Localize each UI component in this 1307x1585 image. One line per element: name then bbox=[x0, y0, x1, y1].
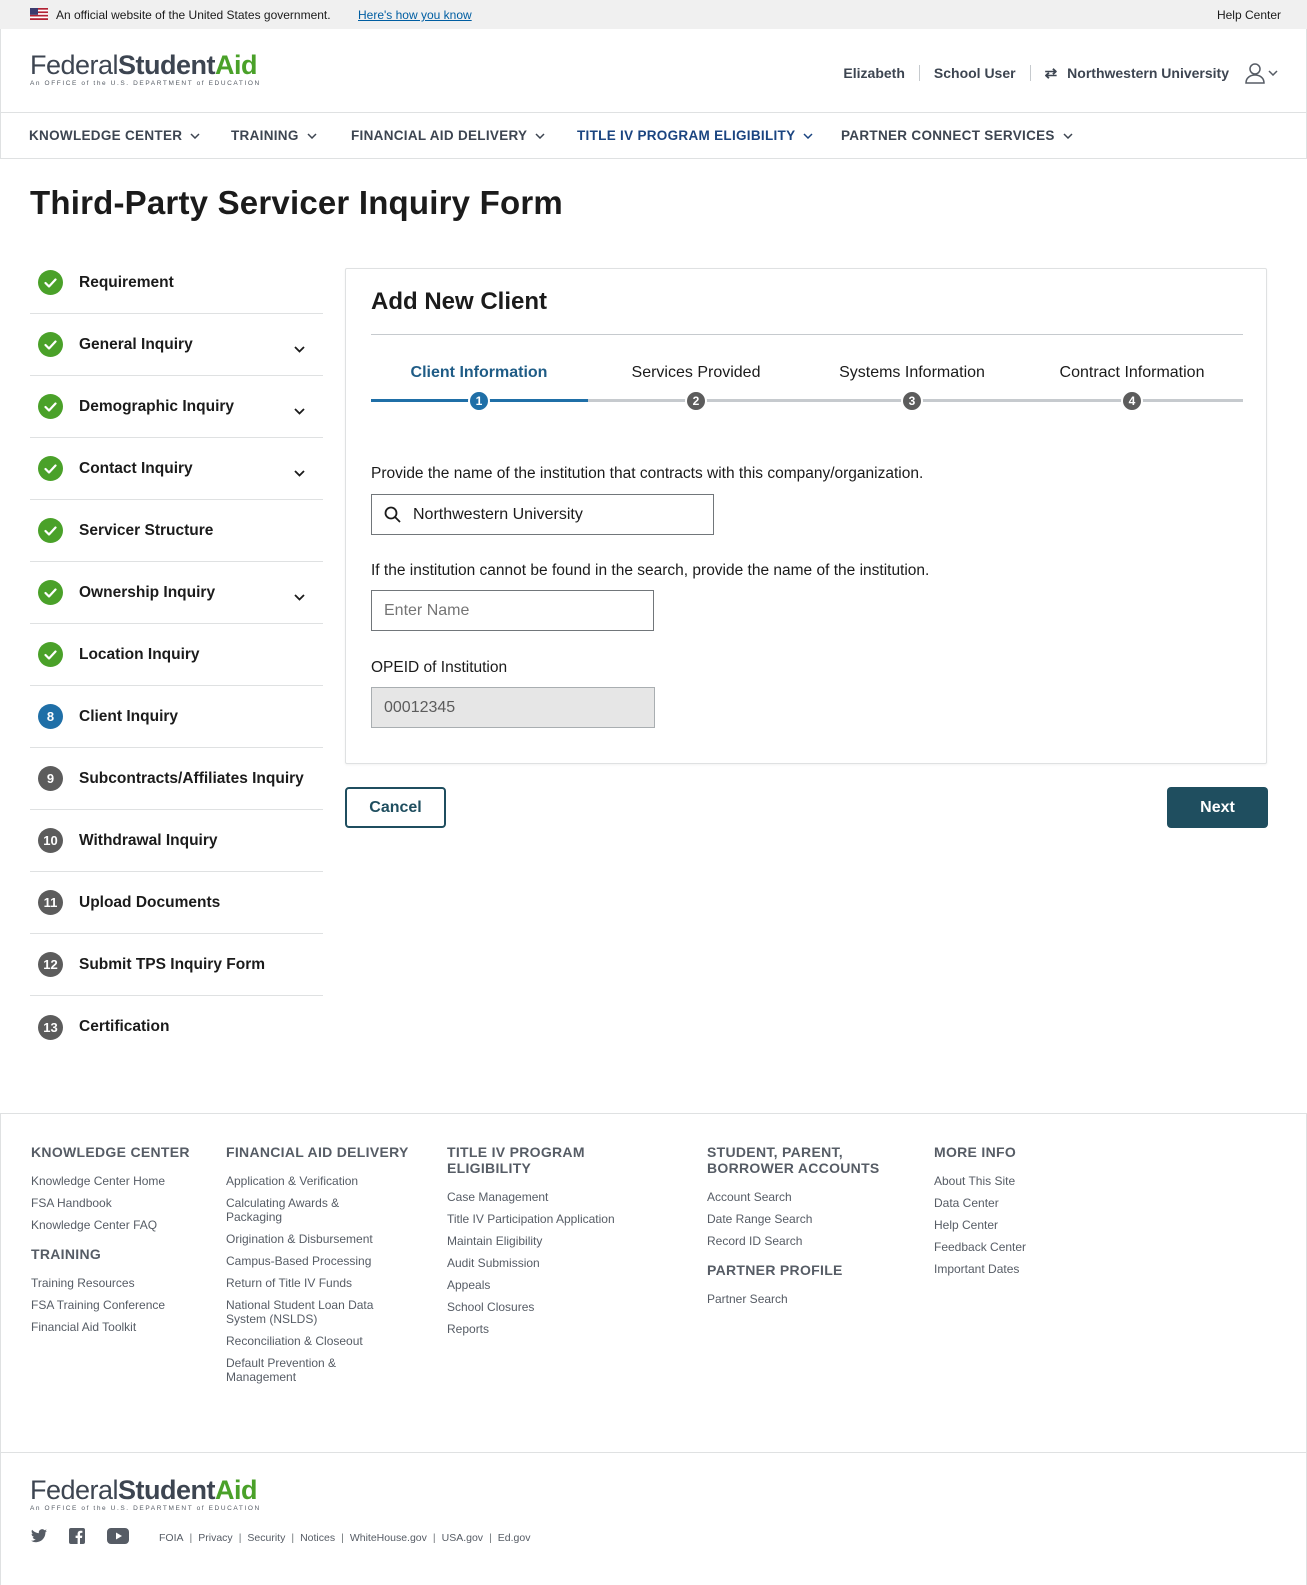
search-icon bbox=[384, 506, 401, 523]
sidebar-step[interactable] bbox=[30, 252, 323, 314]
footer-divider bbox=[1, 1452, 1306, 1453]
youtube-icon[interactable] bbox=[107, 1528, 129, 1544]
step-number: 13 bbox=[38, 1015, 63, 1040]
footer-link[interactable]: Reconciliation & Closeout bbox=[226, 1334, 363, 1348]
nav-title-iv-program-eligibility[interactable] bbox=[577, 128, 813, 143]
check-icon bbox=[38, 456, 63, 481]
step-sidebar bbox=[30, 252, 323, 1058]
footer-heading: FINANCIAL AID DELIVERY bbox=[226, 1144, 409, 1160]
logo-subline: An OFFICE of the U.S. DEPARTMENT of EDUCATION bbox=[30, 80, 261, 87]
footer-link[interactable]: Knowledge Center FAQ bbox=[31, 1218, 158, 1232]
sidebar-step[interactable] bbox=[30, 686, 323, 748]
footer-link[interactable]: Reports bbox=[447, 1322, 490, 1336]
divider bbox=[371, 334, 1243, 335]
twitter-icon[interactable] bbox=[31, 1529, 47, 1543]
sidebar-step-label: Ownership Inquiry bbox=[79, 583, 216, 601]
sidebar-step[interactable] bbox=[30, 872, 323, 934]
sidebar-step[interactable] bbox=[30, 624, 323, 686]
footer-section bbox=[447, 1144, 647, 1336]
institution-question-label: Provide the name of the institution that contracts with this company/organization. bbox=[371, 465, 924, 482]
check-icon bbox=[38, 394, 63, 419]
nav-label: TITLE IV PROGRAM ELIGIBILITY bbox=[577, 128, 796, 143]
nav-partner-connect-services[interactable] bbox=[841, 128, 1073, 143]
sidebar-step[interactable] bbox=[30, 376, 323, 438]
chevron-down-icon bbox=[535, 133, 545, 139]
sidebar-step-label: Requirement bbox=[79, 273, 174, 291]
user-role: School User bbox=[933, 65, 1016, 81]
tab-contract-information[interactable]: Contract Information bbox=[1059, 364, 1205, 381]
user-menu[interactable] bbox=[1245, 62, 1278, 84]
logo-aid: Aid bbox=[215, 50, 258, 80]
footer-link[interactable]: Help Center bbox=[934, 1218, 999, 1232]
sidebar-step-label: Servicer Structure bbox=[79, 521, 214, 539]
search-value: Northwestern University bbox=[413, 505, 583, 523]
footer-column bbox=[31, 1144, 231, 1342]
footer-heading: PARTNER PROFILE bbox=[707, 1262, 843, 1278]
sidebar-step-label: Upload Documents bbox=[79, 893, 221, 911]
legal-link[interactable]: FOIA bbox=[159, 1532, 184, 1544]
footer-link[interactable]: Audit Submission bbox=[447, 1256, 540, 1270]
help-center-link[interactable]: Help Center bbox=[1216, 8, 1281, 22]
nav-financial-aid-delivery[interactable] bbox=[351, 128, 545, 143]
check-icon bbox=[38, 270, 63, 295]
separator: | bbox=[432, 1532, 436, 1544]
footer-section bbox=[31, 1144, 231, 1232]
sidebar-step-label: Withdrawal Inquiry bbox=[79, 831, 218, 849]
tab-client-information[interactable]: Client Information bbox=[410, 364, 548, 381]
footer-column bbox=[226, 1144, 426, 1392]
separator: | bbox=[189, 1532, 193, 1544]
footer-section bbox=[707, 1144, 907, 1248]
footer-heading: MORE INFO bbox=[934, 1144, 1017, 1160]
sidebar-step[interactable] bbox=[30, 500, 323, 562]
sidebar-step-label: Client Inquiry bbox=[79, 707, 179, 725]
separator: | bbox=[238, 1532, 242, 1544]
nav-knowledge-center[interactable] bbox=[29, 128, 200, 143]
user-icon bbox=[1245, 62, 1265, 84]
sidebar-step[interactable] bbox=[30, 562, 323, 624]
main-nav bbox=[0, 113, 1307, 159]
step-number: 8 bbox=[38, 704, 63, 729]
facebook-icon[interactable] bbox=[69, 1528, 85, 1544]
footer-link[interactable]: Important Dates bbox=[934, 1262, 1020, 1276]
sidebar-step[interactable] bbox=[30, 438, 323, 500]
legal-link[interactable]: USA.gov bbox=[441, 1532, 484, 1544]
sidebar-step[interactable] bbox=[30, 934, 323, 996]
footer-link[interactable]: Return of Title IV Funds bbox=[226, 1276, 353, 1290]
footer-link[interactable]: FSA Handbook bbox=[31, 1196, 112, 1210]
check-icon bbox=[38, 580, 63, 605]
footer-link[interactable]: Calculating Awards & Packaging bbox=[226, 1196, 340, 1224]
logo-federal: Federal bbox=[30, 1475, 119, 1505]
sidebar-step-label: General Inquiry bbox=[79, 335, 193, 353]
institution-search-input[interactable] bbox=[371, 494, 714, 535]
tab-step-number: 1 bbox=[468, 390, 490, 412]
footer-link[interactable]: National Student Loan Data System (NSLDS) bbox=[226, 1298, 374, 1326]
legal-link[interactable]: Ed.gov bbox=[497, 1532, 531, 1544]
switch-institution-icon[interactable]: ⇄ bbox=[1044, 65, 1058, 82]
separator: | bbox=[341, 1532, 344, 1544]
social-links bbox=[31, 1528, 151, 1544]
separator bbox=[1030, 65, 1031, 81]
footer-link[interactable]: Record ID Search bbox=[707, 1234, 803, 1248]
step-number: 12 bbox=[38, 952, 63, 977]
chevron-down-icon bbox=[190, 133, 200, 139]
footer-heading: TITLE IV PROGRAM ELIGIBILITY bbox=[447, 1144, 585, 1176]
footer-link[interactable]: Feedback Center bbox=[934, 1240, 1027, 1254]
footer-link[interactable]: Application & Verification bbox=[226, 1174, 359, 1188]
logo-student: Student bbox=[118, 1475, 216, 1505]
chevron-down-icon[interactable] bbox=[294, 464, 305, 482]
chevron-down-icon bbox=[803, 133, 813, 139]
gov-banner bbox=[0, 0, 1307, 29]
logo-federal: Federal bbox=[30, 50, 119, 80]
footer-section bbox=[934, 1144, 1134, 1276]
footer-link[interactable]: Title IV Participation Application bbox=[447, 1212, 615, 1226]
footer-link[interactable]: School Closures bbox=[447, 1300, 535, 1314]
tab-systems-information[interactable]: Systems Information bbox=[839, 364, 985, 381]
legal-links bbox=[159, 1532, 531, 1544]
how-you-know-link[interactable]: Here's how you know bbox=[358, 8, 472, 22]
card-title: Add New Client bbox=[371, 288, 548, 315]
legal-link[interactable]: Security bbox=[247, 1532, 286, 1544]
nav-label: KNOWLEDGE CENTER bbox=[29, 128, 183, 143]
institution-name-input[interactable] bbox=[371, 590, 654, 631]
footer-link[interactable]: Case Management bbox=[447, 1190, 549, 1204]
footer-link[interactable]: Appeals bbox=[447, 1278, 491, 1292]
step-number: 9 bbox=[38, 766, 63, 791]
footer-link[interactable]: Default Prevention & Management bbox=[226, 1356, 337, 1384]
footer-link[interactable]: Maintain Eligibility bbox=[447, 1234, 543, 1248]
sidebar-step-label: Location Inquiry bbox=[79, 645, 200, 663]
page-title: Third-Party Servicer Inquiry Form bbox=[30, 184, 563, 221]
footer-link[interactable]: Date Range Search bbox=[707, 1212, 813, 1226]
tab-step-number: 3 bbox=[901, 390, 923, 412]
chevron-down-icon[interactable] bbox=[294, 588, 305, 606]
footer-link[interactable]: Data Center bbox=[934, 1196, 999, 1210]
institution-name[interactable]: Northwestern University bbox=[1067, 65, 1229, 81]
footer-link[interactable]: Account Search bbox=[707, 1190, 792, 1204]
step-number: 10 bbox=[38, 828, 63, 853]
sidebar-step[interactable] bbox=[30, 314, 323, 376]
footer-heading: TRAINING bbox=[31, 1246, 102, 1262]
footer-section bbox=[707, 1262, 907, 1306]
footer-link[interactable]: Origination & Disbursement bbox=[226, 1232, 373, 1246]
us-flag-icon bbox=[30, 8, 48, 20]
chevron-down-icon bbox=[307, 133, 317, 139]
tab-step-number: 4 bbox=[1121, 390, 1143, 412]
opeid-value: 00012345 bbox=[384, 698, 456, 716]
sidebar-step[interactable] bbox=[30, 748, 323, 810]
progress-tabs bbox=[371, 364, 1243, 414]
footer-link[interactable]: Financial Aid Toolkit bbox=[31, 1320, 137, 1334]
check-icon bbox=[38, 518, 63, 543]
add-client-card bbox=[345, 268, 1267, 764]
logo-subline: An OFFICE of the U.S. DEPARTMENT of EDUCATION bbox=[30, 1505, 261, 1512]
opeid-field bbox=[371, 687, 655, 728]
check-icon bbox=[38, 642, 63, 667]
logo-student: Student bbox=[118, 50, 216, 80]
sidebar-step-label: Demographic Inquiry bbox=[79, 397, 235, 415]
nav-label: TRAINING bbox=[231, 128, 299, 143]
footer-column bbox=[707, 1144, 907, 1314]
separator bbox=[919, 65, 920, 81]
sidebar-step[interactable] bbox=[30, 810, 323, 872]
chevron-down-icon bbox=[1268, 70, 1278, 76]
user-name: Elizabeth bbox=[843, 65, 905, 81]
site-footer bbox=[0, 1113, 1307, 1585]
chevron-down-icon bbox=[1063, 133, 1073, 139]
footer-link[interactable]: Training Resources bbox=[31, 1276, 135, 1290]
footer-column bbox=[934, 1144, 1134, 1284]
footer-link[interactable]: Knowledge Center Home bbox=[31, 1174, 166, 1188]
step-number: 11 bbox=[38, 890, 63, 915]
fsa-logo[interactable] bbox=[30, 51, 262, 87]
sidebar-step-label: Contact Inquiry bbox=[79, 459, 193, 477]
legal-link[interactable]: WhiteHouse.gov bbox=[349, 1532, 427, 1544]
tab-services-provided[interactable]: Services Provided bbox=[631, 364, 761, 381]
next-button[interactable]: Next bbox=[1167, 787, 1268, 828]
footer-heading: KNOWLEDGE CENTER bbox=[31, 1144, 190, 1160]
sidebar-step-label: Subcontracts/Affiliates Inquiry bbox=[79, 769, 304, 787]
chevron-down-icon[interactable] bbox=[294, 402, 305, 420]
nav-label: PARTNER CONNECT SERVICES bbox=[841, 128, 1055, 143]
logo-aid: Aid bbox=[215, 1475, 258, 1505]
institution-name-question-label: If the institution cannot be found in the search, provide the name of the institution. bbox=[371, 562, 930, 579]
footer-section bbox=[31, 1246, 231, 1334]
separator: | bbox=[489, 1532, 492, 1544]
footer-link[interactable]: FSA Training Conference bbox=[31, 1298, 166, 1312]
footer-link[interactable]: About This Site bbox=[934, 1174, 1016, 1188]
footer-heading: STUDENT, PARENT, BORROWER ACCOUNTS bbox=[707, 1144, 880, 1176]
legal-link[interactable]: Notices bbox=[300, 1532, 336, 1544]
nav-training[interactable] bbox=[231, 128, 317, 143]
check-icon bbox=[38, 332, 63, 357]
user-area bbox=[843, 62, 1278, 84]
cancel-button[interactable]: Cancel bbox=[345, 787, 446, 828]
official-site-text: An official website of the United States government. bbox=[56, 8, 331, 22]
tab-step-number: 2 bbox=[685, 390, 707, 412]
nav-label: FINANCIAL AID DELIVERY bbox=[351, 128, 528, 143]
legal-link[interactable]: Privacy bbox=[198, 1532, 233, 1544]
sidebar-step[interactable] bbox=[30, 996, 323, 1058]
footer-section bbox=[226, 1144, 426, 1384]
footer-column bbox=[447, 1144, 647, 1344]
chevron-down-icon[interactable] bbox=[294, 340, 305, 358]
footer-link[interactable]: Partner Search bbox=[707, 1292, 788, 1306]
sidebar-step-label: Submit TPS Inquiry Form bbox=[79, 955, 266, 973]
footer-fsa-logo[interactable] bbox=[30, 1476, 262, 1512]
site-header bbox=[0, 29, 1307, 113]
separator: | bbox=[291, 1532, 295, 1544]
footer-link[interactable]: Campus-Based Processing bbox=[226, 1254, 372, 1268]
sidebar-step-label: Certification bbox=[79, 1018, 170, 1035]
opeid-label: OPEID of Institution bbox=[371, 659, 508, 676]
